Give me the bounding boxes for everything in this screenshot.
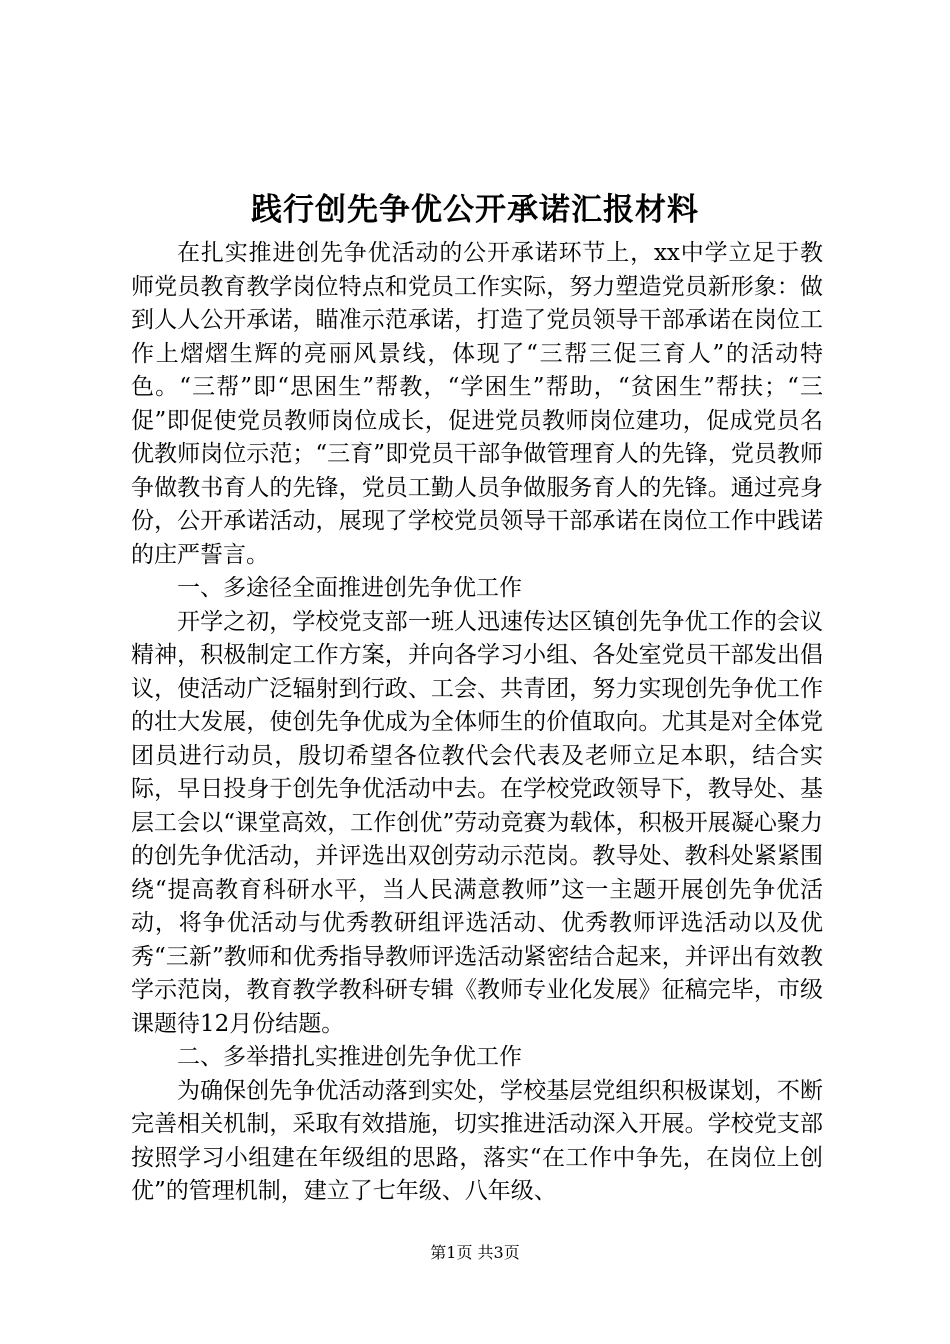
- paragraph-section-1: 开学之初，学校党支部一班人迅速传达区镇创先争优工作的会议精神，积极制定工作方案，并向各学习小组、各处室党员干部发出倡议，使活动广泛辐射到行政、工会、共青团，努力实现创先争优工作的壮大发展，使创先争优成为全体师生的价值取向。尤其是对全体党团员进行动员，殷切希望各位教代会代表及老师立足本职，结合实际，早日投身于创先争优活动中去。在学校党政领导下，教导处、基层工会以“课堂高效，工作创优”劳动竞赛为载体，积极开展凝心聚力的创先争优活动，并评选出双创劳动示范岗。教导处、教科处紧紧围绕“提高教育科研水平，当人民满意教师”这一主题开展创先争优活动，将争优活动与优秀教研组评选活动、优秀教师评选活动以及优秀“三新”教师和优秀指导教师评选活动紧密结合起来，并评出有效教学示范岗，教育教学教科研专辑《教师专业化发展》征稿完毕，市级课题待12月份结题。: [131, 608, 823, 1037]
- section-heading-2: 二、多举措扎实推进创先争优工作: [177, 1044, 522, 1070]
- paragraph-intro: 在扎实推进创先争优活动的公开承诺环节上，xx中学立足于教师党员教育教学岗位特点和党员工作实际，努力塑造党员新形象：做到人人公开承诺，瞄准示范承诺，打造了党员领导干部承诺在岗位工作上熠熠生辉的亮丽风景线，体现了“三帮三促三育人”的活动特色。“三帮”即“思困生”帮教，“学困生”帮助，“贫困生”帮扶；“三促”即促使党员教师岗位成长，促进党员教师岗位建功，促成党员名优教师岗位示范；“三育”即党员干部争做管理育人的先锋，党员教师争做教书育人的先锋，党员工勤人员争做服务育人的先锋。通过亮身份，公开承诺活动，展现了学校党员领导干部承诺在岗位工作中践诺的庄严誓言。: [131, 240, 823, 568]
- document-body: [131, 237, 823, 1209]
- paragraph-section-2: 为确保创先争优活动落到实处，学校基层党组织积极谋划，不断完善相关机制，采取有效措施，切实推进活动深入开展。学校党支部按照学习小组建在年级组的思路，落实“在工作中争先，在岗位上创优”的管理机制，建立了七年级、八年级、: [131, 1077, 823, 1204]
- document-title: 践行创先争优公开承诺汇报材料: [251, 192, 699, 228]
- section-heading-1: 一、多途径全面推进创先争优工作: [177, 575, 522, 601]
- page-number-footer: 第1页 共3页: [430, 1243, 520, 1262]
